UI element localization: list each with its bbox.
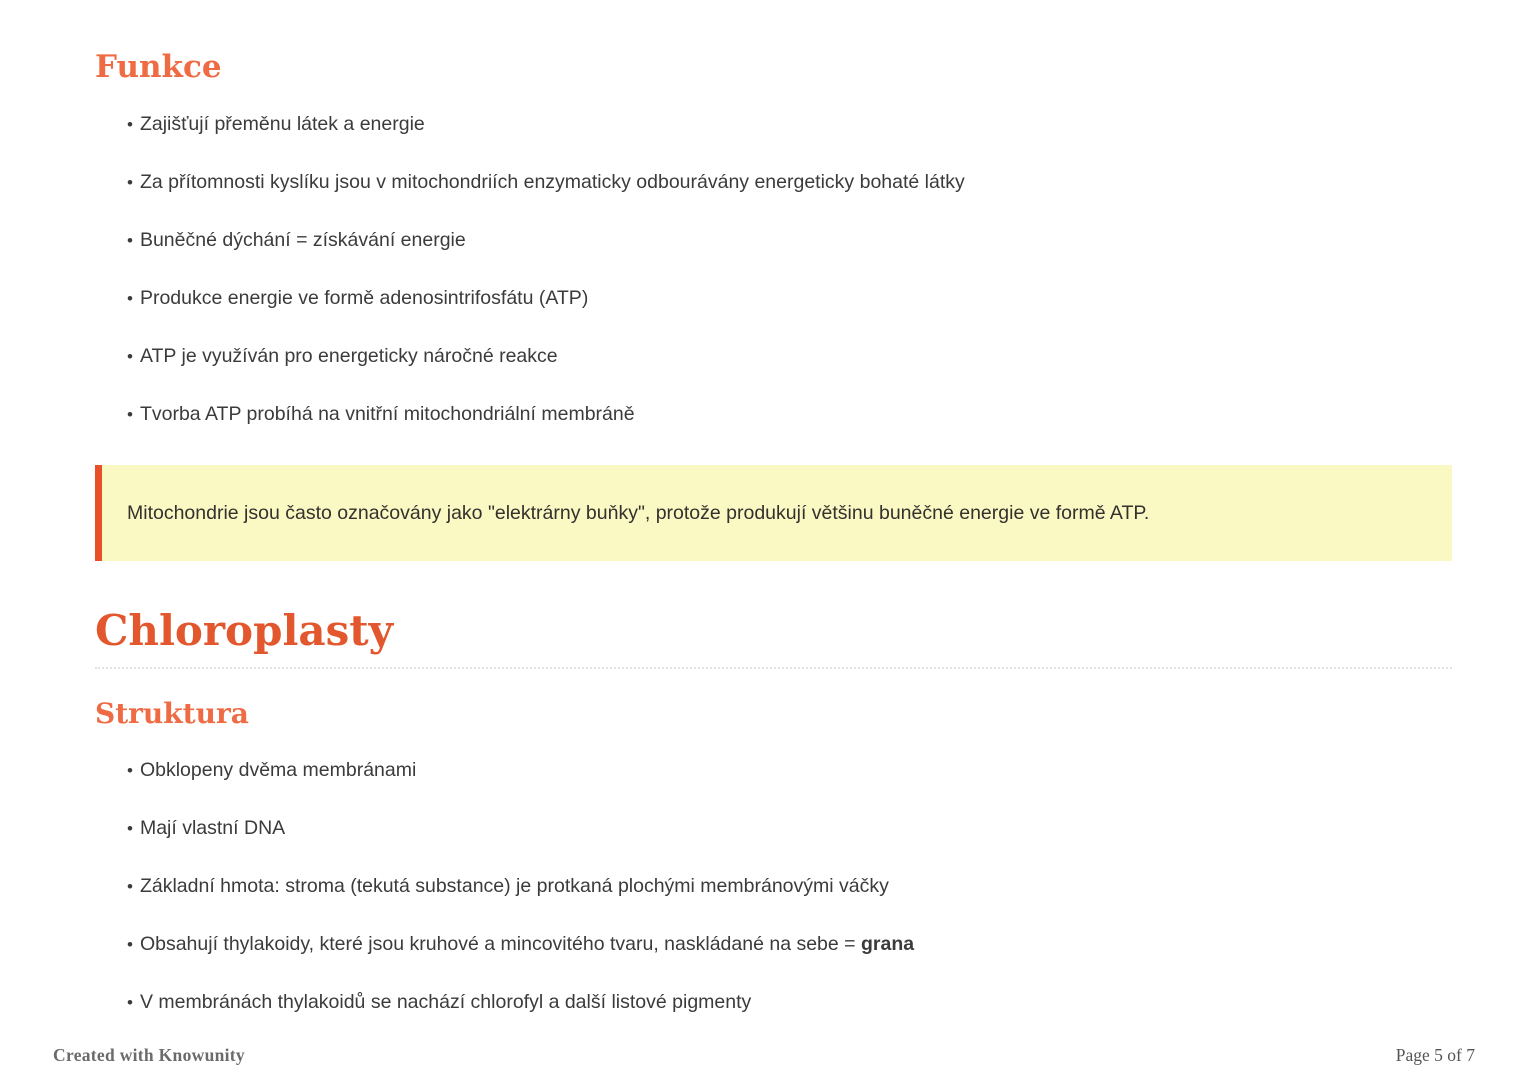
list-item — [127, 874, 1452, 899]
list-item-text: Obklopeny dvěma membránami — [139, 758, 417, 781]
bullet-icon: • — [127, 173, 133, 193]
page-footer — [53, 1045, 1475, 1066]
bullet-icon: • — [127, 115, 133, 135]
struktura-bullet-list — [95, 758, 1452, 1015]
list-item — [127, 170, 1452, 195]
list-item — [127, 990, 1452, 1015]
list-item-text: Produkce energie ve formě adenosintrifosfátu (ATP) — [139, 287, 589, 310]
bullet-icon: • — [127, 760, 133, 780]
list-item-text: Zajišťují přeměnu látek a energie — [139, 113, 425, 136]
list-item — [127, 932, 1452, 957]
section-heading-funkce: Funkce — [95, 49, 222, 85]
list-item — [127, 758, 1452, 783]
list-item-text: ATP je využíván pro energeticky náročné reakce — [139, 345, 558, 368]
bullet-icon: • — [127, 818, 133, 838]
bullet-icon: • — [127, 405, 133, 425]
bullet-icon: • — [127, 934, 133, 954]
list-item-text: Tvorba ATP probíhá na vnitřní mitochondriální membráně — [139, 403, 635, 426]
section-heading-struktura: Struktura — [95, 697, 249, 731]
list-item-text: Mají vlastní DNA — [139, 816, 286, 839]
list-item — [127, 286, 1452, 311]
funkce-bullet-list — [95, 112, 1452, 427]
highlight-callout — [95, 465, 1452, 561]
list-item-text: Základní hmota: stroma (tekutá substance) je protkaná plochými membránovými váčky — [139, 874, 889, 897]
bullet-icon: • — [127, 876, 133, 896]
list-item-text: Za přítomnosti kyslíku jsou v mitochondriích enzymaticky odbourávány energeticky bohaté látky — [139, 171, 965, 194]
bullet-icon: • — [127, 347, 133, 367]
list-item — [127, 816, 1452, 841]
bullet-icon: • — [127, 289, 133, 309]
list-item-text: Obsahují thylakoidy, které jsou kruhové a mincovitého tvaru, naskládané na sebe = — [139, 932, 861, 955]
list-item-text: Buněčné dýchání = získávání energie — [139, 229, 466, 252]
page-number: Page 5 of 7 — [1395, 1045, 1475, 1065]
footer-branding: Created with Knowunity — [53, 1045, 245, 1065]
list-item-bold-text: grana — [860, 932, 915, 955]
list-item — [127, 344, 1452, 369]
page-title-chloroplasty: Chloroplasty — [95, 609, 1452, 669]
list-item — [127, 228, 1452, 253]
callout-text: Mitochondrie jsou často označovány jako "elektrárny buňky", protože produkují většinu buněčné energie ve formě ATP. — [127, 502, 1150, 525]
list-item — [127, 112, 1452, 137]
list-item-text: V membránách thylakoidů se nachází chlorofyl a další listové pigmenty — [139, 990, 752, 1013]
list-item — [127, 402, 1452, 427]
document-page — [95, 0, 1452, 1015]
bullet-icon: • — [127, 992, 133, 1012]
bullet-icon: • — [127, 231, 133, 251]
